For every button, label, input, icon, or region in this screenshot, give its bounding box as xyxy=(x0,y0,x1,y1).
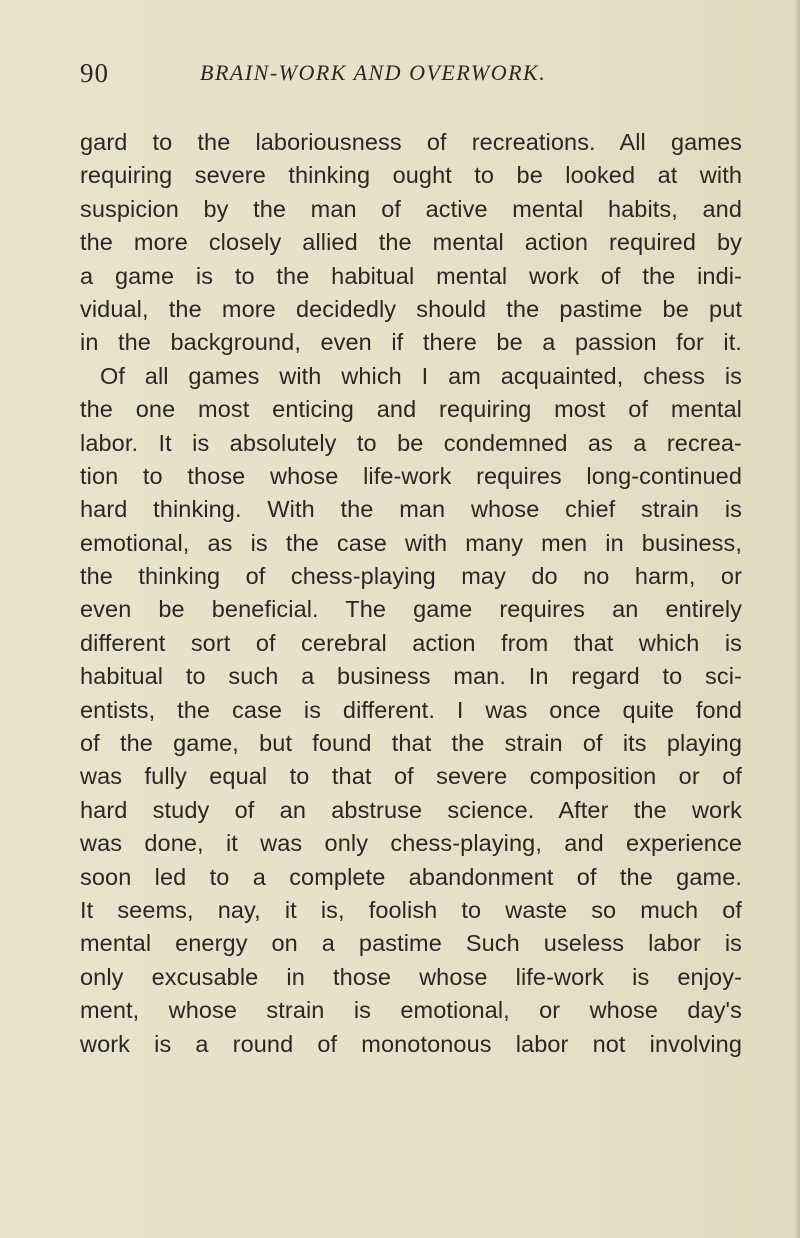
text-line: tion to those whose life-work requires long-continued xyxy=(80,462,742,489)
text-line: was done, it was only chess-playing, and experience xyxy=(80,830,742,857)
text-line: Of all games with which I am acquainted, chess is xyxy=(100,362,742,389)
text-line: hard thinking. With the man whose chief strain is xyxy=(80,496,742,523)
text-line: work is a round of monotonous labor not involving xyxy=(80,1030,742,1057)
text-line: ment, whose strain is emotional, or whose day's xyxy=(80,997,742,1024)
text-line: the one most enticing and requiring most of mental xyxy=(80,396,742,423)
page-number: 90 xyxy=(80,58,109,88)
text-line: It seems, nay, it is, foolish to waste so much of xyxy=(80,896,742,923)
text-line: different sort of cerebral action from that which is xyxy=(80,629,742,656)
text-line: emotional, as is the case with many men in business, xyxy=(80,529,742,556)
text-line: of the game, but found that the strain of its playing xyxy=(80,730,742,757)
text-line: in the background, even if there be a passion for it. xyxy=(80,329,742,356)
text-line: mental energy on a pastime Such useless labor is xyxy=(80,930,742,957)
text-line: soon led to a complete abandonment of the game. xyxy=(80,863,742,890)
text-line: vidual, the more decidedly should the pastime be put xyxy=(80,295,742,322)
text-line: habitual to such a business man. In regard to sci- xyxy=(80,663,742,690)
text-line: a game is to the habitual mental work of the indi- xyxy=(80,262,742,289)
text-line: suspicion by the man of active mental habits, and xyxy=(80,195,742,222)
running-head xyxy=(80,58,760,94)
running-head-title: BRAIN-WORK AND OVERWORK. xyxy=(200,60,547,85)
page-edge-shadow xyxy=(794,0,800,1238)
text-line: labor. It is absolutely to be condemned as a recrea- xyxy=(80,429,742,456)
text-line: entists, the case is different. I was once quite fond xyxy=(80,696,742,723)
body-text xyxy=(80,126,742,1061)
text-line: gard to the laboriousness of recreations. All games xyxy=(80,129,742,155)
text-line: requiring severe thinking ought to be looked at with xyxy=(80,162,742,189)
text-line: even be beneficial. The game requires an entirely xyxy=(80,596,742,623)
text-line: the more closely allied the mental action required by xyxy=(80,229,742,256)
text-line: only excusable in those whose life-work is enjoy- xyxy=(80,963,742,990)
text-line: the thinking of chess-playing may do no harm, or xyxy=(80,563,742,590)
text-line: hard study of an abstruse science. After the work xyxy=(80,796,742,823)
text-line: was fully equal to that of severe composition or of xyxy=(80,763,742,790)
